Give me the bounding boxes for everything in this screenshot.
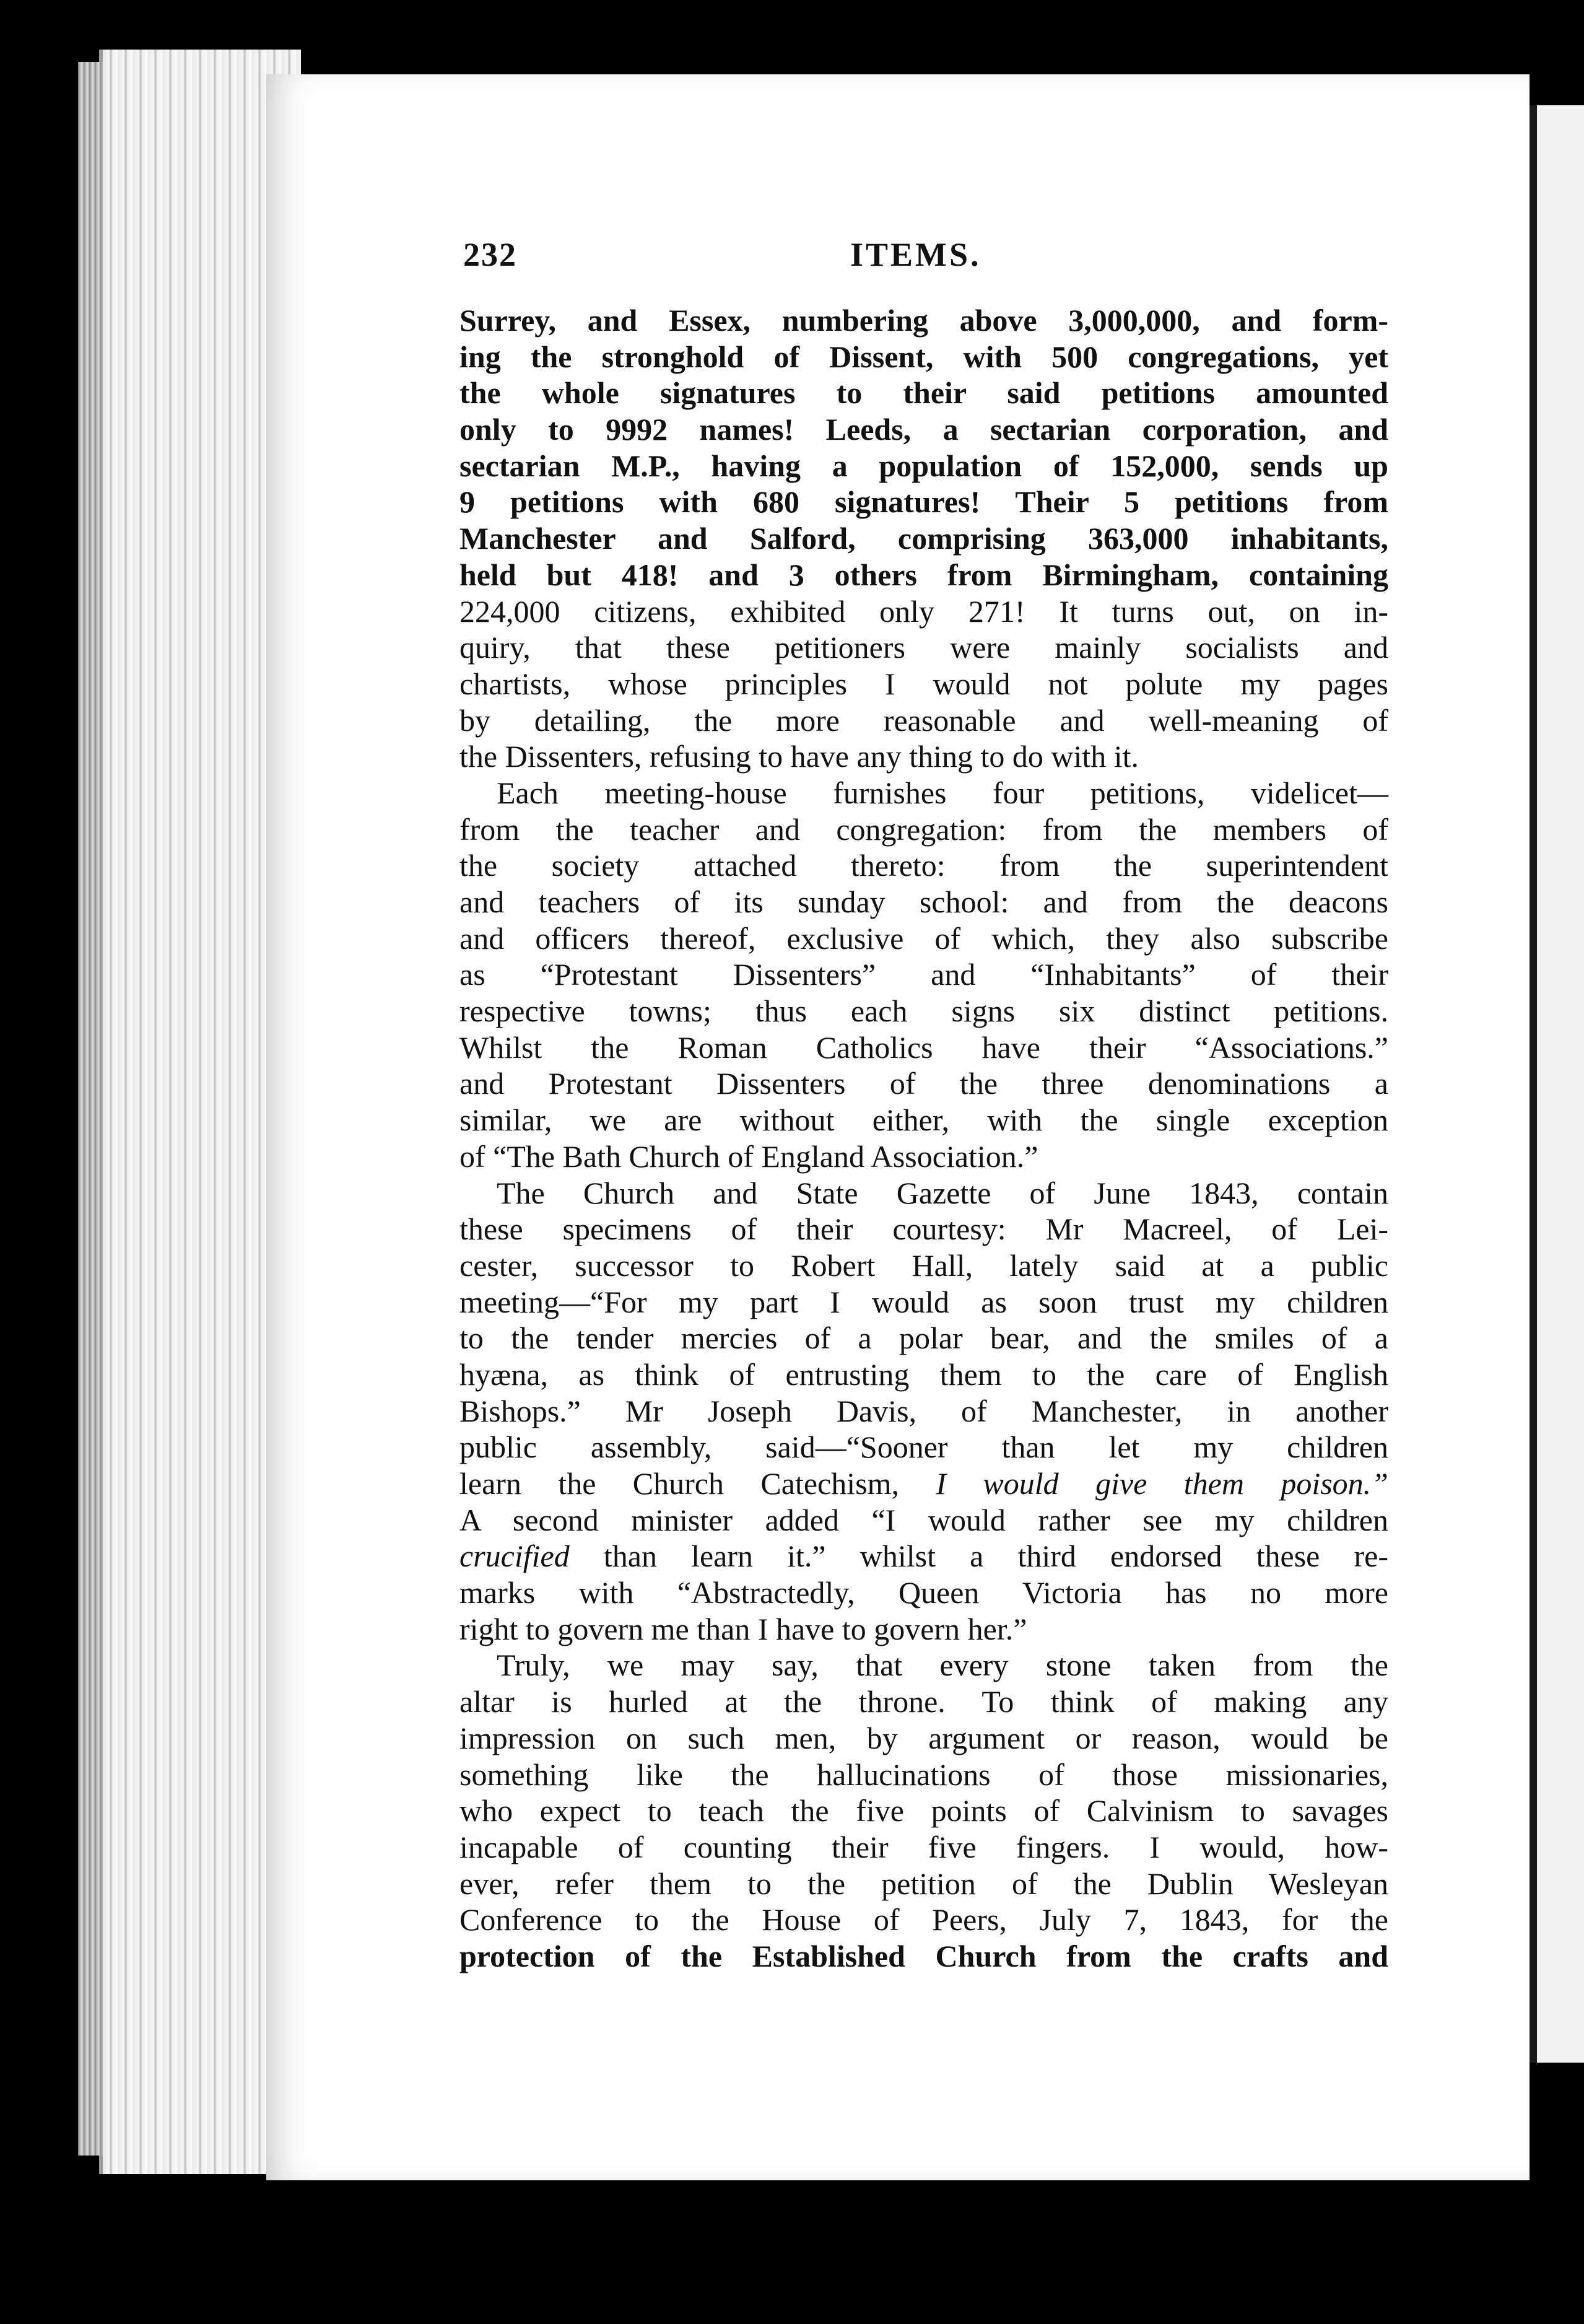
text-line: and teachers of its sunday school: and from the deacons <box>459 885 1388 919</box>
text-line: quiry, that these petitioners were mainly socialists and <box>459 630 1388 665</box>
text-line: marks with “Abstractedly, Queen Victoria has no more <box>459 1575 1388 1610</box>
text-line: protection of the Established Church from the crafts and <box>459 1938 1388 1973</box>
text-line: altar is hurled at the throne. To think of making any <box>459 1684 1388 1719</box>
text-segment: than learn it.” whilst a third endorsed these re- <box>603 1539 1389 1574</box>
paragraph-start-line: The Church and State Gazette of June 1843, contain <box>497 1175 1388 1210</box>
text-line: the Dissenters, refusing to have any thing to do with it. <box>459 739 1139 774</box>
text-line: only to 9992 names! Leeds, a sectarian corporation, and <box>459 412 1388 447</box>
text-line: something like the hallucinations of those missionaries, <box>459 1757 1388 1792</box>
text-line: right to govern me than I have to govern her.” <box>459 1611 1027 1646</box>
text-line: held but 418! and 3 others from Birmingham, containing <box>459 557 1388 592</box>
text-line <box>459 1466 1388 1502</box>
text-line: the society attached thereto: from the superintendent <box>459 848 1388 883</box>
paragraph-start-line: Each meeting-house furnishes four petitions, videlicet— <box>497 775 1388 810</box>
text-segment: learn the Church Catechism, <box>459 1466 899 1501</box>
text-line: impression on such men, by argument or reason, would be <box>459 1720 1388 1755</box>
text-line: 9 petitions with 680 signatures! Their 5 petitions from <box>459 484 1388 520</box>
facing-page-gutter <box>1530 105 1537 2063</box>
text-line: Conference to the House of Peers, July 7, 1843, for the <box>459 1902 1388 1937</box>
text-line: sectarian M.P., having a population of 152,000, sends up <box>459 448 1388 483</box>
text-line: ing the stronghold of Dissent, with 500 congregations, yet <box>459 339 1388 374</box>
text-line: the whole signatures to their said petitions amounted <box>459 375 1388 411</box>
text-line: respective towns; thus each signs six distinct petitions. <box>459 994 1388 1029</box>
text-line: by detailing, the more reasonable and well-meaning of <box>459 702 1388 738</box>
running-title: ITEMS. <box>850 236 981 273</box>
text-line: similar, we are without either, with the single exception <box>459 1103 1388 1138</box>
paragraph-start-line: Truly, we may say, that every stone taken from the <box>497 1648 1388 1683</box>
italic-phrase: I would give them poison.” <box>936 1466 1388 1501</box>
text-line: Manchester and Salford, comprising 363,000 inhabitants, <box>459 521 1388 556</box>
text-line: chartists, whose principles I would not polute my pages <box>459 666 1388 701</box>
italic-word: crucified <box>459 1539 570 1574</box>
text-line: A second minister added “I would rather see my children <box>459 1502 1388 1537</box>
text-line: incapable of counting their five fingers. I would, how- <box>459 1829 1388 1864</box>
text-line: and officers thereof, exclusive of which, they also subscribe <box>459 920 1388 956</box>
text-line: from the teacher and congregation: from the members of <box>459 811 1388 847</box>
text-line: cester, successor to Robert Hall, lately said at a public <box>459 1247 1388 1283</box>
text-line: as “Protestant Dissenters” and “Inhabitants” of their <box>459 957 1388 992</box>
text-line: Whilst the Roman Catholics have their “Associations.” <box>459 1029 1388 1065</box>
text-line: these specimens of their courtesy: Mr Macreel, of Lei- <box>459 1212 1388 1247</box>
text-line: hyæna, as think of entrusting them to the care of English <box>459 1356 1388 1392</box>
text-line: ever, refer them to the petition of the Dublin Wesleyan <box>459 1866 1388 1901</box>
text-line <box>459 1538 1388 1575</box>
text-line: public assembly, said—“Sooner than let my children <box>459 1430 1388 1465</box>
page-number: 232 <box>463 236 517 273</box>
running-head <box>463 235 1392 285</box>
text-line: of “The Bath Church of England Association.” <box>459 1138 1038 1174</box>
text-line: and Protestant Dissenters of the three denominations a <box>459 1066 1388 1101</box>
text-line: 224,000 citizens, exhibited only 271! It turns out, on in- <box>459 593 1388 629</box>
facing-page-edge <box>1537 105 1584 2063</box>
text-line: to the tender mercies of a polar bear, and the smiles of a <box>459 1321 1388 1356</box>
text-line: who expect to teach the five points of Calvinism to savages <box>459 1793 1388 1828</box>
text-line: Surrey, and Essex, numbering above 3,000,000, and form- <box>459 303 1388 338</box>
text-line: meeting—“For my part I would as soon trust my children <box>459 1284 1388 1319</box>
body-text <box>459 302 1388 1975</box>
text-line: Bishops.” Mr Joseph Davis, of Manchester, in another <box>459 1393 1388 1428</box>
